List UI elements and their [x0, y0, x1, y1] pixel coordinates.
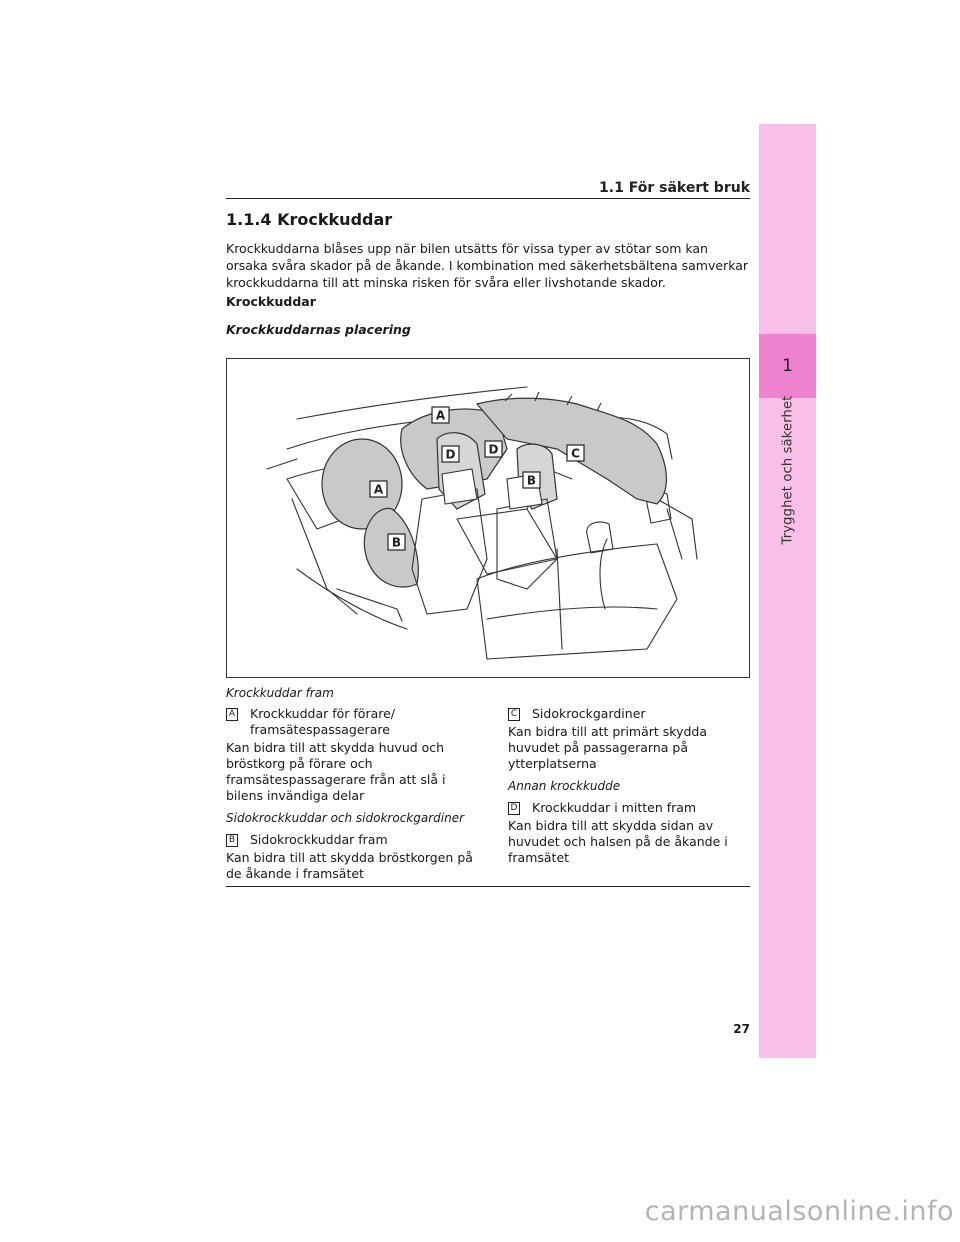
legend-item-c	[508, 706, 758, 722]
legend-item-a-desc: Kan bidra till att skydda huvud och bröstkorg på förare och framsätespassagerare från att slå i bilens invändiga delar	[226, 740, 446, 803]
side-airbags-caption: Sidokrockkuddar och sidokrockgardiner	[226, 811, 465, 825]
label-A-driver	[370, 481, 387, 497]
legend-item-b	[226, 832, 476, 848]
legend-item-c-desc: Kan bidra till att primärt skydda huvudet på passagerarna på ytterplatserna	[508, 724, 708, 771]
car-interior-drawing	[227, 359, 749, 677]
section-header: 1.1 För säkert bruk	[599, 180, 750, 196]
legend-column-left	[226, 706, 476, 882]
label-D-left-text: D	[445, 447, 456, 462]
subheading: Krockkuddar	[226, 294, 316, 309]
chapter-number-tab[interactable]	[759, 334, 816, 398]
figure-caption: Krockkuddar fram	[226, 686, 334, 700]
subheading-placement: Krockkuddarnas placering	[226, 322, 411, 337]
label-A-top	[432, 407, 449, 423]
label-B-front	[388, 534, 405, 550]
page-title: 1.1.4 Krockkuddar	[226, 210, 393, 229]
label-D-right-text: D	[488, 442, 499, 457]
legend-item-c-title: Sidokrockgardiner	[532, 706, 646, 721]
intro-paragraph: Krockkuddarna blåses upp när bilen utsätts för vissa typer av stötar som kan orsaka svåra skador på de åkande. I kombination med säkerhetsbältena samverkar krockkuddarna till att minska risken för svåra eller livshotande skador.	[226, 241, 749, 290]
legend-item-a-title: Krockkuddar för förare/ framsätespassagerare	[250, 706, 396, 737]
bottom-divider	[226, 886, 750, 887]
other-airbag-caption: Annan krockkudde	[508, 779, 621, 793]
label-C-text: C	[571, 446, 580, 461]
legend-item-b-desc: Kan bidra till att skydda bröstkorgen på de åkande i framsätet	[226, 850, 473, 881]
legend-item-d-desc: Kan bidra till att skydda sidan av huvudet och halsen på de åkande i framsätet	[508, 818, 728, 865]
tag-c: C	[508, 708, 520, 721]
label-B-mid	[523, 472, 540, 488]
label-A-driver-text: A	[373, 482, 384, 497]
legend-item-d	[508, 800, 758, 816]
label-B-mid-text: B	[526, 473, 537, 488]
label-B-front-text: B	[391, 535, 402, 550]
chapter-number: 1	[782, 356, 793, 376]
label-D-left	[442, 446, 459, 462]
legend-column-right	[508, 706, 758, 866]
tag-b: B	[226, 834, 238, 847]
label-D-right	[485, 441, 502, 457]
chapter-side-tab	[759, 124, 816, 1058]
label-A-top-text: A	[435, 408, 446, 423]
legend-item-d-title: Krockkuddar i mitten fram	[532, 800, 697, 815]
page-number: 27	[733, 1022, 750, 1036]
tag-d: D	[508, 802, 520, 815]
chapter-tab-label: Trygghet och säkerhet	[780, 395, 796, 545]
header-divider	[226, 198, 750, 199]
tag-a: A	[226, 708, 238, 721]
label-C	[567, 445, 584, 461]
legend-item-b-title: Sidokrockkuddar fram	[250, 832, 388, 847]
legend-item-a	[226, 706, 476, 738]
airbag-location-illustration	[226, 358, 750, 678]
watermark: carmanualsonline.info	[644, 1196, 954, 1227]
